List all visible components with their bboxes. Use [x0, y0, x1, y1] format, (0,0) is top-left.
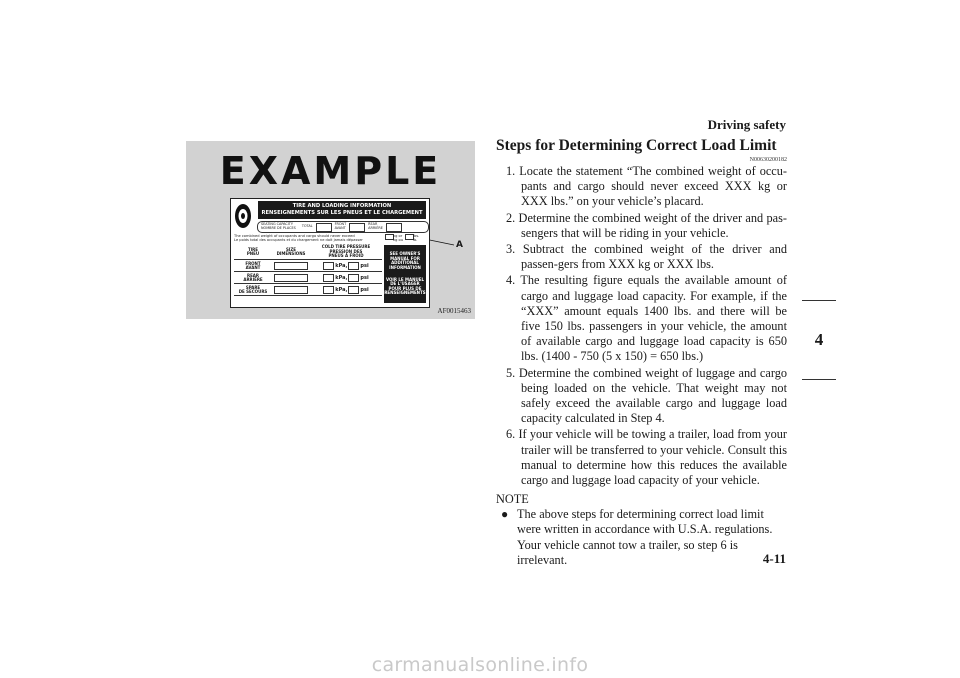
- bullet-icon: ●: [501, 507, 509, 522]
- list-item: 2. Determine the combined weight of the driver and pas-sengers that will be riding in your vehicle.: [506, 210, 787, 240]
- placard-example-figure: [186, 141, 475, 319]
- kg-ou-label: kg ou: [393, 237, 403, 242]
- placard-header-en: TIRE AND LOADING INFORMATION: [292, 203, 392, 209]
- list-item: 6. If your vehicle will be towing a trailer, load from your trailer will be transferred to your vehicle. Consult this manual to determine how this reduces the available cargo and luggage load capacity of your vehicle.: [506, 427, 787, 488]
- callout-label: A: [456, 240, 463, 250]
- placard-header: [258, 201, 426, 219]
- col-tire: TIRE PNEU: [246, 246, 260, 256]
- list-item: 3. Subtract the combined weight of the driver and passen-gers from XXX kg or XXX lbs.: [506, 242, 787, 272]
- lbs-label: lbs.: [413, 233, 420, 238]
- seating-capacity-row: [257, 221, 429, 233]
- tire-pressure-table: [234, 245, 382, 296]
- steps-list: [496, 164, 787, 488]
- size-box: [274, 286, 308, 294]
- figure-ref-code: AF0015463: [437, 307, 471, 315]
- running-header: Driving safety: [707, 117, 786, 132]
- total-label: TOTAL: [301, 224, 313, 229]
- weight-statement: The combined weight of occupants and cargo should never exceed Le poids total des occupants et du chargement ne doit jamais dépasser: [234, 234, 363, 242]
- col-pressure: COLD TIRE PRESSURE PRESSION DES PNEUS À FROID: [321, 244, 371, 259]
- section-code: N00630200182: [749, 157, 787, 163]
- chapter-tab: [802, 300, 836, 380]
- owners-manual-fr: VOIR LE MANUEL DE L'USAGER POUR PLUS DE RENSEIGNEMENTS: [384, 276, 426, 296]
- front-seat-box: [349, 223, 365, 232]
- total-box: [316, 223, 332, 232]
- seating-capacity-label: SEATING CAPACITY NOMBRE DE PLACES: [261, 222, 296, 230]
- page-number: 4-11: [762, 551, 786, 566]
- main-content: [496, 136, 787, 568]
- note-item: [496, 507, 787, 568]
- front-seat-label: FRONT AVANT: [334, 222, 347, 230]
- list-item: 1. Locate the statement “The combined weight of occu-pants and cargo should never exceed XXX kg or XXX lbs.” on your vehicle’s placard.: [506, 164, 787, 209]
- rear-seat-label: REAR ARRIÈRE: [368, 222, 383, 230]
- note-text-2: Your vehicle cannot tow a trailer, so step 6 is irrelevant.: [517, 537, 738, 567]
- tire-icon: [234, 203, 252, 229]
- chapter-number: 4: [814, 330, 824, 349]
- list-item: 5. Determine the combined weight of luggage and cargo being loaded on the vehicle. That weight may not safely exceed the available cargo and luggage load capacity calculated in Step 4.: [506, 365, 787, 426]
- table-row: REAR ARRIÈRE kPa, psi: [234, 272, 382, 284]
- kg-or-label: kg or: [393, 233, 403, 238]
- table-header: [234, 245, 382, 260]
- table-row: SPARE DE SECOURS kPa, psi: [234, 284, 382, 296]
- size-box: [274, 262, 308, 270]
- table-row: FRONT AVANT kPa, psi: [234, 260, 382, 272]
- section-title: Steps for Determining Correct Load Limit: [496, 137, 777, 154]
- size-box: [274, 274, 308, 282]
- tire-loading-placard: [230, 198, 430, 308]
- note-text-1: The above steps for determining correct load limit were written in accordance with U.S.A. regulations.: [517, 507, 773, 537]
- rear-seat-box: [386, 223, 402, 232]
- lb-label: lb.: [413, 237, 418, 242]
- watermark: carmanualsonline.info: [371, 654, 589, 676]
- example-title: EXAMPLE: [219, 149, 442, 193]
- col-size: SIZE DIMENSIONS: [276, 246, 306, 256]
- note-label: NOTE: [496, 492, 529, 507]
- list-item: 4. The resulting figure equals the available amount of cargo and luggage load capacity. For example, if the “XXX” amount equals 1400 lbs. and there will be five 150 lbs. passengers in your vehicle, the amount of available cargo and luggage load capacity is 650 lbs. (1400 - 750 (5 x 150) = 650 lbs.): [506, 273, 787, 364]
- owners-manual-en: SEE OWNER'S MANUAL FOR ADDITIONAL INFORMATION: [389, 251, 421, 270]
- owners-manual-box: [384, 245, 426, 303]
- placard-header-fr: RENSEIGNEMENTS SUR LES PNEUS ET LE CHARGEMENT: [261, 209, 423, 216]
